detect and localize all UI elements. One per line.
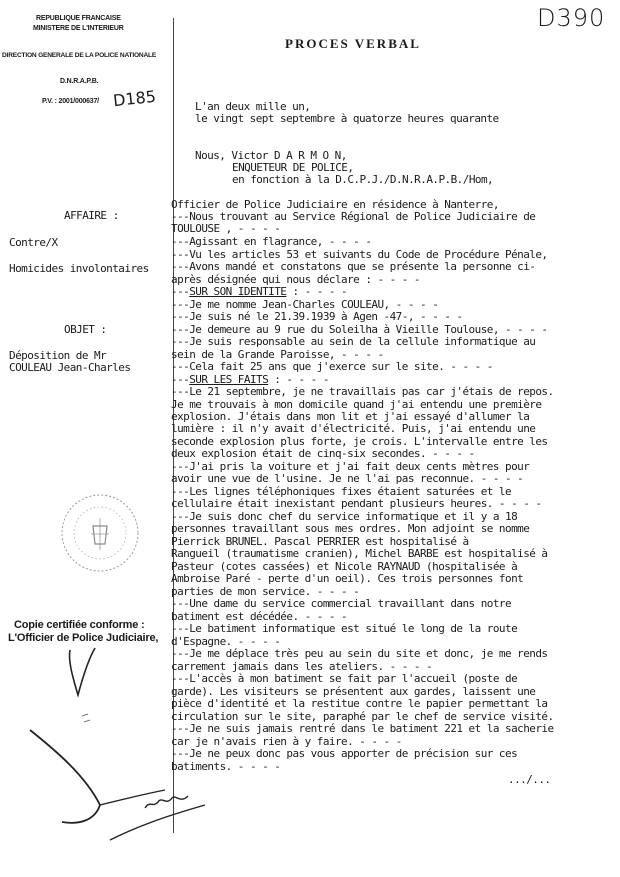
body-line: ---Je me déplace très peu au sein du site et donc, je me rends — [171, 647, 548, 660]
republic-header: REPUBLIQUE FRANCAISE — [36, 15, 121, 22]
body-line: ---Une dame du service commercial travaillant dans notre — [171, 597, 512, 610]
certified-copy-line-1: Copie certifiée conforme : — [14, 619, 145, 631]
body-line: ---Je demeure au 9 rue du Soleilha à Vieille Toulouse, - - - - — [171, 323, 548, 336]
date-line-1: L'an deux mille un, — [195, 100, 311, 113]
continuation-mark: .../... — [508, 773, 551, 786]
body-line: ---Je suis donc chef du service informatique et il y a 18 — [171, 510, 518, 523]
body-line: ---Je ne peux donc pas vous apporter de précision sur ces — [171, 747, 518, 760]
body-line: circulation sur le site, paraphé par le chef de service visité. — [171, 710, 554, 723]
facts-heading-prefix: --- — [171, 373, 190, 386]
handwritten-signature — [0, 600, 240, 877]
pv-handwritten-number: D185 — [112, 86, 157, 111]
affaire-contre: Contre/X — [9, 236, 58, 249]
body-line: ---Je suis né le 21.39.1939 à Agen -47-, - - - - — [171, 310, 463, 323]
body-line: explosion. J'étais dans mon lit et j'ai essayé d'allumer la — [171, 410, 530, 423]
body-line: Officier de Police Judiciaire en résidence à Nanterre, — [171, 198, 499, 211]
officer-line-3: en fonction à la D.C.P.J./D.N.R.A.P.B./Hom, — [232, 173, 494, 186]
body-line: pièce d'identité et la restitue contre le papier permettant la — [171, 697, 548, 710]
identity-heading-prefix: --- — [171, 285, 190, 298]
body-line: avoir une vue de l'usine. Je ne l'ai pas reconnue. - - - - — [171, 472, 524, 485]
affaire-label: AFFAIRE : — [64, 209, 119, 222]
body-line: TOULOUSE , - - - - — [171, 222, 281, 235]
body-line: seconde explosion plus forte, je crois. L'intervalle entre les — [171, 435, 548, 448]
direction-header: DIRECTION GENERALE DE LA POLICE NATIONALE — [2, 52, 157, 59]
body-line: ---Je me nomme Jean-Charles COULEAU, - - - - — [171, 298, 439, 311]
facts-heading: SUR LES FAITS — [189, 373, 269, 386]
body-line: lumière : il n'y avait d'électricité. Puis, j'ai entendu une — [171, 422, 536, 435]
body-line: ---Je ne suis jamais rentré dans le batiment 221 et la sacherie — [171, 722, 554, 735]
body-line: ---Nous trouvant au Service Régional de Police Judiciaire de — [171, 210, 536, 223]
body-line: sein de la Grande Paroisse, - - - - — [171, 348, 384, 361]
body-line: ---J'ai pris la voiture et j'ai fait deux cents mètres pour — [171, 460, 530, 473]
date-line-2: le vingt sept septembre à quatorze heures quarante — [195, 112, 499, 125]
body-line: carrement jamais dans les ateliers. - - - - — [171, 660, 433, 673]
body-line: après désignée qui nous déclare : - - - - — [171, 273, 420, 286]
body-line: ---Avons mandé et constatons que se présente la personne ci- — [171, 260, 536, 273]
body-line: car je n'avais rien à y faire. - - - - — [171, 735, 402, 748]
body-line: garde). Les visiteurs se présentent aux gardes, laissent une — [171, 685, 536, 698]
body-line: Pierrick BRUNEL. Pascal PERRIER est hospitalisé à — [171, 535, 469, 548]
body-line: Pasteur (cotes cassées) et Nicole RAYNAUD (hospitalisée à — [171, 560, 518, 573]
objet-line-2: COULEAU Jean-Charles — [9, 361, 131, 374]
identity-heading-suffix: : - - - - — [286, 285, 348, 298]
body-line: ---Vu les articles 53 et suivants du Code de Procédure Pénale, — [171, 248, 548, 261]
page-title: PROCES VERBAL — [285, 36, 421, 51]
certified-copy-line-2: L'Officier de Police Judiciaire, — [8, 632, 159, 644]
affaire-value: Homicides involontaires — [9, 262, 149, 275]
identity-heading: SUR SON IDENTITE — [189, 285, 287, 298]
objet-line-1: Déposition de Mr — [9, 349, 107, 362]
body-line: ---Cela fait 25 ans que j'exerce sur le site. - - - - — [171, 360, 493, 373]
body-line: deux explosion était de cinq-six secondes. - - - - — [171, 447, 475, 460]
identity-heading-line — [171, 285, 347, 298]
body-line: ---Les lignes téléphoniques fixes étaient saturées et le — [171, 485, 512, 498]
body-line: d'Espagne. - - - - — [171, 635, 281, 648]
unit-header: D.N.R.A.P.B. — [60, 78, 99, 85]
body-line: batiments. - - - - — [171, 760, 281, 773]
facts-heading-suffix: : - - - - — [268, 373, 329, 386]
body-line: ---Je suis responsable au sein de la cellule informatique au — [171, 335, 536, 348]
body-line: cellulaire était inexistant pendant plusieurs heures. - - - - — [171, 497, 542, 510]
police-seal-stamp — [55, 488, 145, 578]
body-line: personnes travaillant sous mes ordres. Mon adjoint se nomme — [171, 522, 530, 535]
body-line: Rangueil (traumatisme cranien), Michel BARBE est hospitalisé à — [171, 547, 548, 560]
body-line: ---L'accès à mon batiment se fait par l'accueil (poste de — [171, 672, 518, 685]
ministry-header: MINISTERE DE L'INTERIEUR — [33, 25, 124, 32]
officer-line-1: Nous, Victor D A R M O N, — [195, 149, 347, 162]
officer-line-2: ENQUETEUR DE POLICE, — [232, 161, 354, 174]
document-reference-code: D390 — [537, 4, 606, 32]
body-line: Je me trouvais à mon domicile quand j'ai entendu une première — [171, 398, 542, 411]
body-line: ---Le 21 septembre, je ne travaillais pas car j'étais de repos. — [171, 385, 554, 398]
objet-label: OBJET : — [64, 323, 107, 336]
body-line: batiment est décédée. - - - - — [171, 610, 348, 623]
pv-number: P.V. : 2001/000637/ — [42, 98, 99, 105]
body-line: ---Le batiment informatique est situé le long de la route — [171, 622, 518, 635]
body-line: ---Agissant en flagrance, - - - - — [171, 235, 372, 248]
body-line: parties de mon service. - - - - — [171, 585, 360, 598]
body-line: Ambroise Paré - perte d'un oeil). Ces trois personnes font — [171, 572, 524, 585]
